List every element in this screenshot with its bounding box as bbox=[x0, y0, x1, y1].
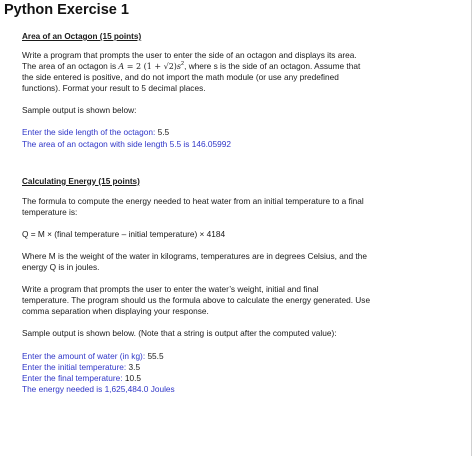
octagon-sample-intro: Sample output is shown below: bbox=[22, 105, 137, 116]
energy-output-result: The energy needed is 1,625,484.0 Joules bbox=[22, 383, 175, 394]
octagon-paragraph-line: Write a program that prompts the user to enter the side of an octagon and displays its area. bbox=[22, 50, 357, 60]
energy-paragraph-line: energy Q is in joules. bbox=[22, 262, 100, 273]
output-prompt: Enter the side length of the octagon: bbox=[22, 127, 158, 138]
octagon-output-line bbox=[22, 127, 462, 138]
output-user-value: 55.5 bbox=[147, 350, 164, 361]
energy-paragraph-line: Where M is the weight of the water in kilograms, temperatures are in degrees Celsius, and the bbox=[22, 250, 367, 261]
energy-output-line bbox=[22, 373, 462, 384]
octagon-paragraph-line: the side entered is positive, and do not import the math module (or use any predefined bbox=[22, 72, 339, 83]
formula-variable-s: s bbox=[176, 62, 182, 72]
octagon-output-result: The area of an octagon with side length 5.5 is 146.05992 bbox=[22, 138, 231, 149]
octagon-paragraph-line: functions). Format your result to 5 decimal places. bbox=[22, 83, 206, 94]
output-prompt: Enter the amount of water (in kg): bbox=[22, 350, 148, 361]
formula-variable-a: A bbox=[118, 62, 125, 72]
energy-output-line bbox=[22, 362, 462, 373]
section-heading-energy: Calculating Energy (15 points) bbox=[22, 176, 140, 186]
output-prompt: Enter the initial temperature: bbox=[22, 361, 129, 372]
output-user-value: 5.5 bbox=[157, 127, 170, 138]
energy-paragraph-line: temperature is: bbox=[22, 206, 78, 217]
output-user-value: 10.5 bbox=[124, 372, 142, 383]
energy-paragraph-line: temperature. The program should us the formula above to calculate the energy generated. Use bbox=[22, 295, 371, 306]
energy-paragraph-line: comma separation when displaying your response. bbox=[22, 306, 209, 317]
section-heading-octagon: Area of an Octagon (15 points) bbox=[22, 32, 142, 41]
energy-output-line bbox=[22, 351, 462, 362]
octagon-paragraph-line-formula bbox=[22, 61, 462, 72]
page-edge-divider bbox=[471, 0, 472, 456]
formula-expression: = 2 (1 + √2) bbox=[124, 62, 177, 72]
output-prompt: Enter the final temperature: bbox=[22, 372, 125, 383]
formula-exponent: 2 bbox=[181, 61, 185, 68]
energy-formula: Q = M × (final temperature – initial temperature) × 4184 bbox=[22, 228, 226, 239]
energy-paragraph-line: The formula to compute the energy needed to heat water from an initial temperature to a final bbox=[22, 195, 364, 206]
octagon-text: , where s is the side of an octagon. Assume that bbox=[184, 61, 361, 72]
octagon-text: The area of an octagon is bbox=[22, 61, 119, 72]
energy-sample-intro: Sample output is shown below. (Note that a string is output after the computed value): bbox=[22, 328, 337, 339]
output-user-value: 3.5 bbox=[128, 361, 141, 372]
document-title: Python Exercise 1 bbox=[4, 2, 129, 18]
energy-paragraph-line: Write a program that prompts the user to enter the water’s weight, initial and final bbox=[22, 284, 319, 295]
